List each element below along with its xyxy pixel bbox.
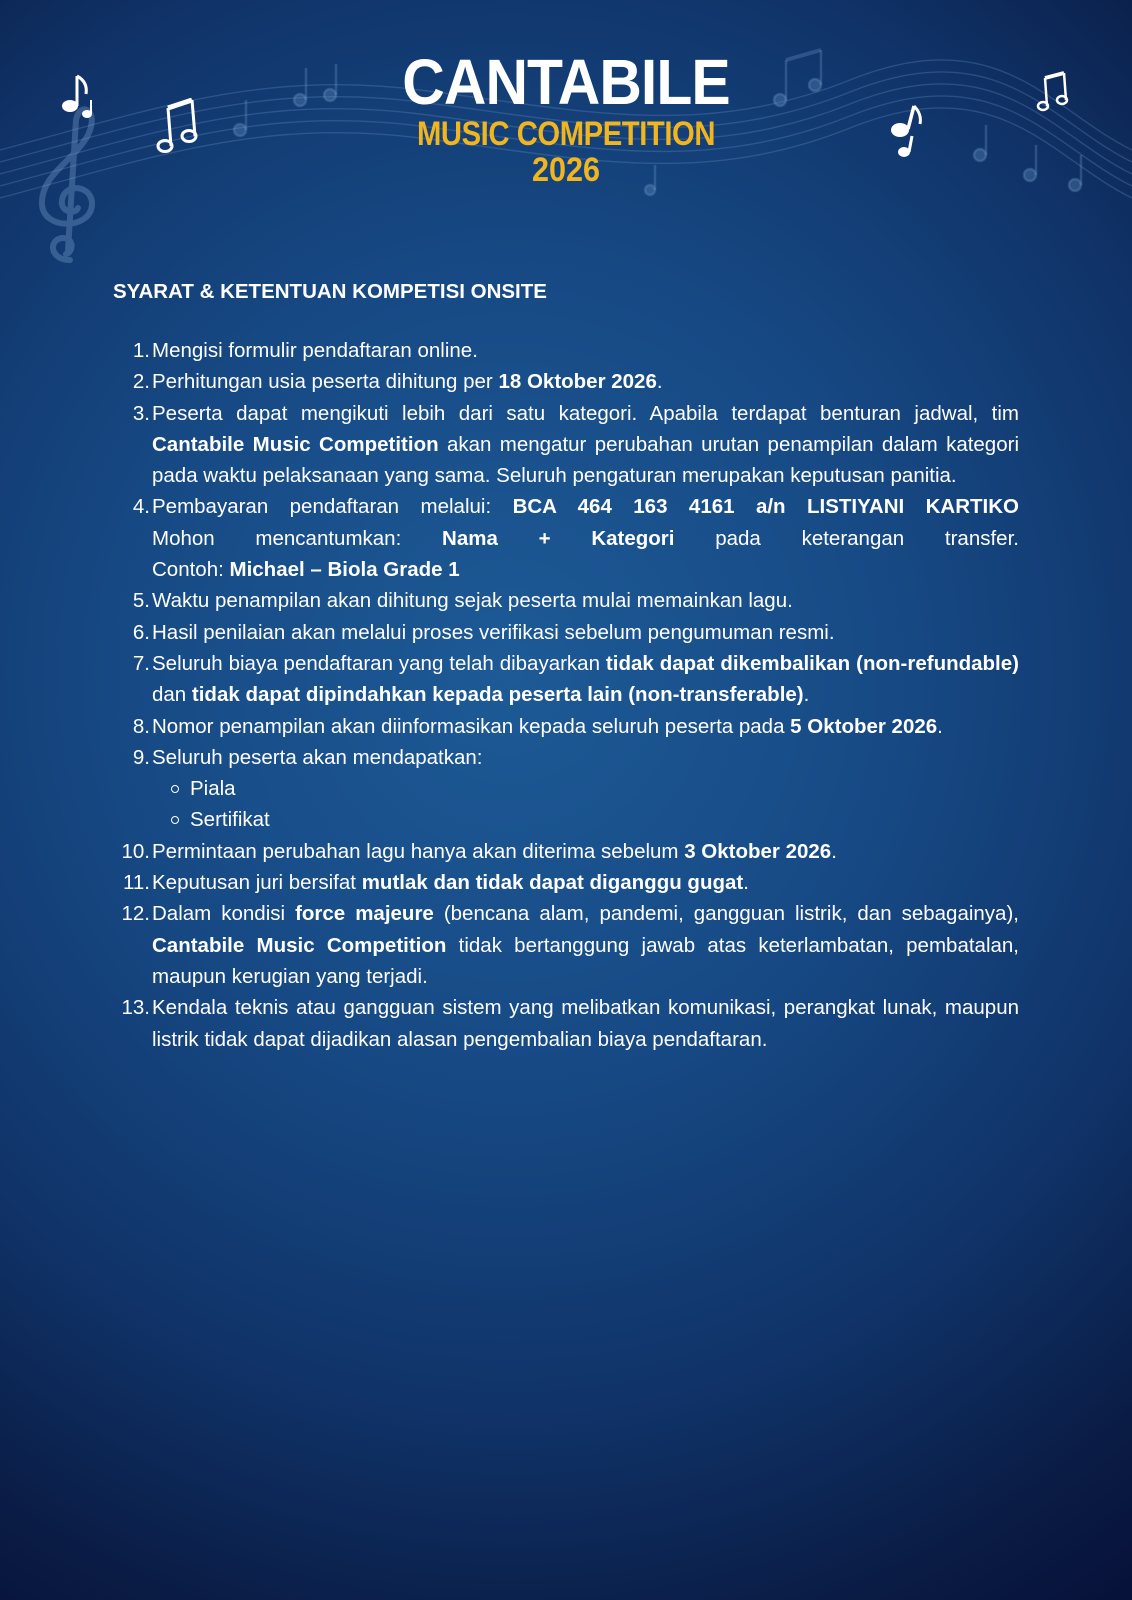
logo-title: CANTABILE — [402, 46, 730, 118]
term-item: 6. Hasil penilaian akan melalui proses verifikasi sebelum pengumuman resmi. — [132, 620, 835, 644]
term-item: 10. Permintaan perubahan lagu hanya akan diterima sebelum 3 Oktober 2026. — [121, 839, 837, 863]
term-item: 12. Dalam kondisi force majeure (bencana alam, pandemi, gangguan listrik, dan sebagainya), Cantabile Music Competition tidak bertanggung jawab atas keterlambatan, pembatalan, maupun kerugian yang terjadi. — [121, 902, 1019, 988]
logo-year: 2026 — [531, 151, 601, 189]
competition-logo — [0, 46, 1132, 189]
term-item: 9. Seluruh peserta akan mendapatkan: Piala Sertifikat — [113, 742, 1019, 836]
term-item: 13. Kendala teknis atau gangguan sistem yang melibatkan komunikasi, perangkat lunak, maupun listrik tidak dapat dijadikan alasan pengembalian biaya pendaftaran. — [121, 996, 1019, 1051]
sub-list-item: Piala — [171, 773, 1019, 804]
term-item: 11. Keputusan juri bersifat mutlak dan tidak dapat diganggu gugat. — [123, 871, 749, 895]
sub-list — [152, 773, 1019, 836]
term-item: 2. Perhitungan usia peserta dihitung per 18 Oktober 2026. — [132, 370, 663, 394]
terms-section — [113, 278, 1019, 1055]
sub-list-item: Sertifikat — [171, 804, 1019, 835]
term-item: 7. Seluruh biaya pendaftaran yang telah dibayarkan tidak dapat dikembalikan (non-refundable) dan tidak dapat dipindahkan kepada peserta lain (non-transferable). — [132, 651, 1019, 707]
term-item: 1. Mengisi formulir pendaftaran online. — [132, 339, 478, 362]
terms-list — [113, 335, 1019, 1055]
term-item: 4. Pembayaran pendaftaran melalui: BCA 464 163 4161 a/n LISTIYANI KARTIKO Mohon mencantumkan: Nama + Kategori pada keterangan transfer. Contoh: Michael – Biola Grade 1 — [132, 495, 1019, 582]
logo-subtitle: MUSIC COMPETITION — [416, 115, 716, 153]
term-item: 8. Nomor penampilan akan diinformasikan kepada seluruh peserta pada 5 Oktober 2026. — [132, 714, 943, 738]
term-item: 3. Peserta dapat mengikuti lebih dari satu kategori. Apabila terdapat benturan jadwal, tim Cantabile Music Competition akan mengatur perubahan urutan penampilan dalam kategori pada waktu pelaksanaan yang sama. Seluruh pengaturan merupakan keputusan panitia. — [132, 401, 1019, 488]
term-item: 5. Waktu penampilan akan dihitung sejak peserta mulai memainkan lagu. — [132, 589, 793, 613]
section-title: SYARAT & KETENTUAN KOMPETISI ONSITE — [113, 280, 547, 303]
